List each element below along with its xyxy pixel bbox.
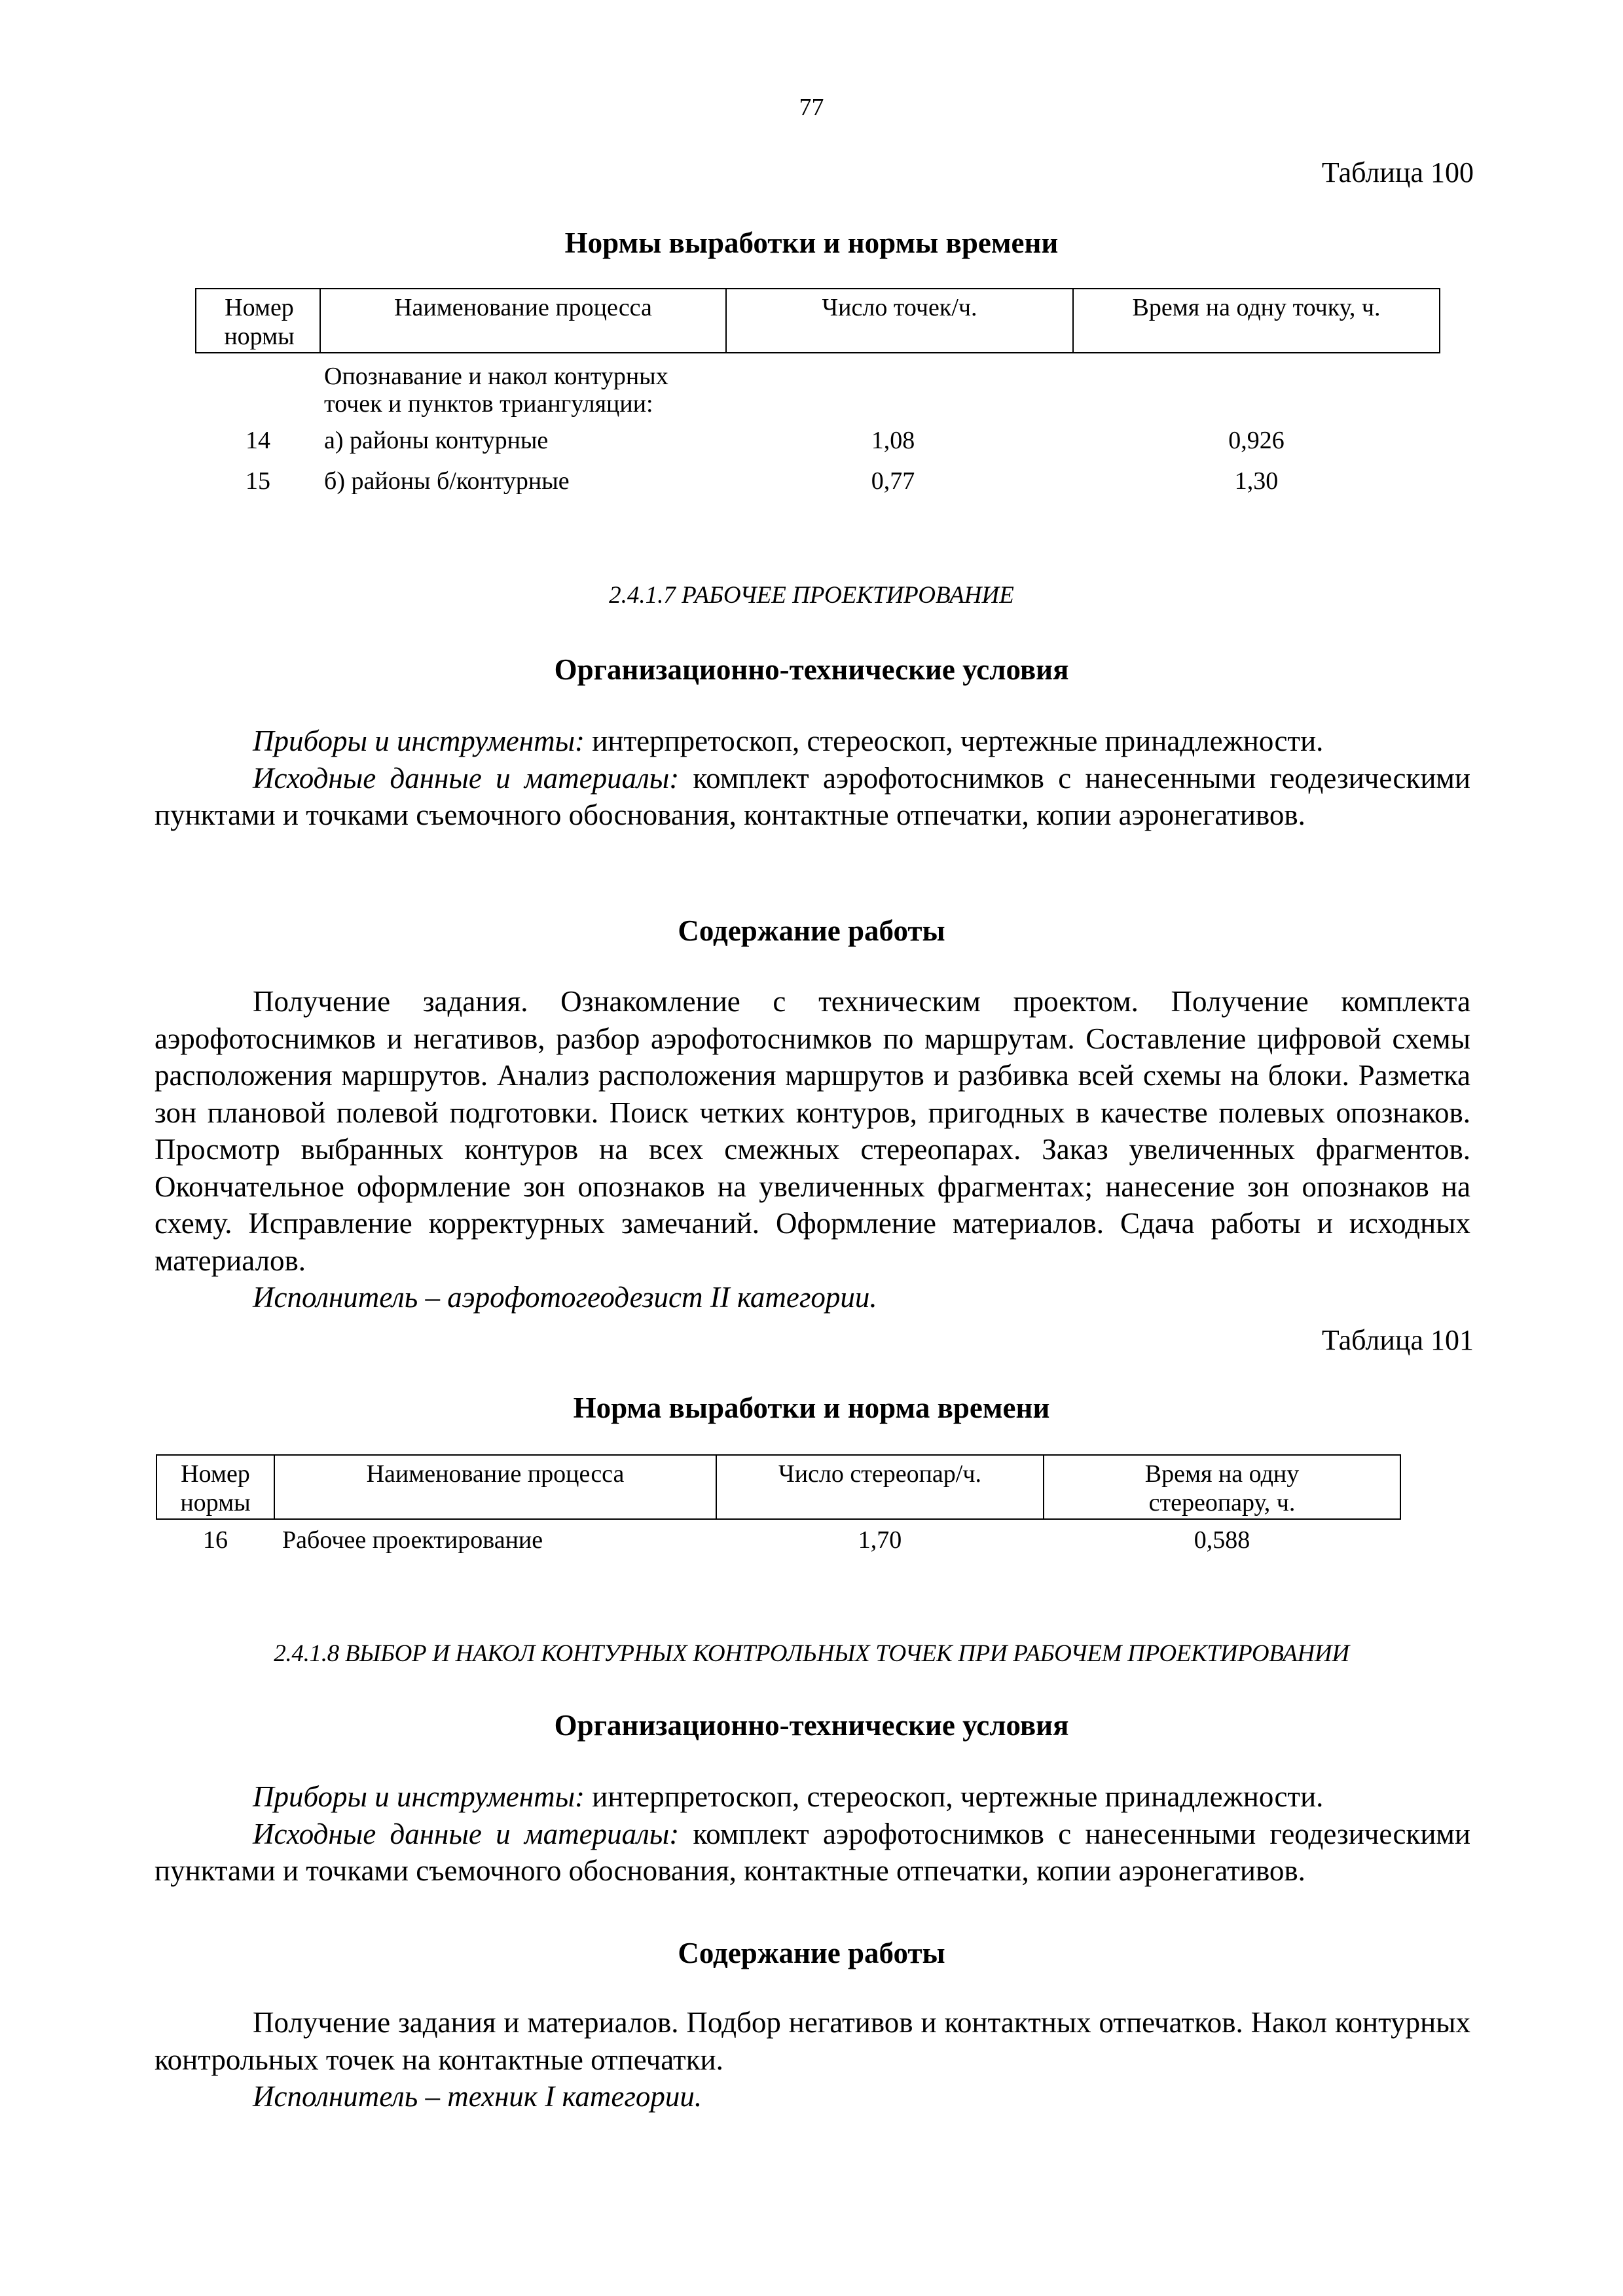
table-100-title: Нормы выработки и нормы времени [564, 226, 1059, 259]
table-100-row-time: 0,926 [1228, 427, 1285, 454]
section-2418-conditions-heading: Организационно-технические условия [554, 1709, 1069, 1742]
table-101-header-process: Наименование процесса [274, 1455, 716, 1519]
table-101-row-process: Рабочее проектирование [282, 1526, 543, 1554]
table-100-header-number: Номер нормы [196, 289, 320, 353]
table-100-group-label: Опознавание и накол контурных точек и пунктов триангуляции: [324, 363, 668, 418]
section-2417-materials-text: комплект аэрофотоснимков с нанесенными геодезическими пунктами и точками съемочного обоснования, контактные отпечатки, копии аэронегативов. [155, 761, 1470, 831]
section-2418-content-text: Получение задания и материалов. Подбор негативов и контактных отпечатков. Накол контурных контрольных точек на контактные отпечатки. [155, 2006, 1470, 2076]
table-100-header-process: Наименование процесса [320, 289, 726, 353]
section-2418-content-heading: Содержание работы [678, 1937, 945, 1969]
section-2417-materials [155, 760, 1470, 834]
table-100-header-row [196, 289, 1440, 353]
table-100-row-number: 15 [246, 467, 270, 495]
table-101-row-number: 16 [203, 1526, 228, 1554]
table-101-caption: Таблица 101 [1321, 1324, 1474, 1356]
table-100-caption: Таблица 100 [1321, 156, 1474, 188]
table-100-row-process: а) районы контурные [324, 427, 549, 454]
table-101-header-row [156, 1455, 1400, 1519]
table-100-header-time: Время на одну точку, ч. [1073, 289, 1440, 353]
section-2418-conditions [155, 1778, 1470, 1890]
table-101-row-rate: 1,70 [858, 1526, 902, 1554]
section-2417-tools-text: интерпретоскоп, стереоскоп, чертежные принадлежности. [585, 725, 1324, 757]
table-100-row-rate: 0,77 [871, 467, 915, 495]
section-2418-materials-text: комплект аэрофотоснимков с нанесенными геодезическими пунктами и точками съемочного обоснования, контактные отпечатки, копии аэронегативов. [155, 1817, 1470, 1887]
table-row [196, 353, 1440, 427]
table-100-row-rate: 1,08 [871, 427, 915, 454]
section-2417-tools-label: Приборы и инструменты: [253, 725, 585, 757]
section-2418-executor: Исполнитель – техник I категории. [253, 2080, 702, 2113]
section-2418-title: 2.4.1.8 ВЫБОР И НАКОЛ КОНТУРНЫХ КОНТРОЛЬНЫХ ТОЧЕК ПРИ РАБОЧЕМ ПРОЕКТИРОВАНИИ [274, 1640, 1349, 1667]
table-100-row-time: 1,30 [1234, 467, 1279, 495]
section-2417-conditions-heading: Организационно-технические условия [554, 653, 1069, 686]
table-101-title: Норма выработки и норма времени [573, 1391, 1050, 1424]
section-2417-title: 2.4.1.7 РАБОЧЕЕ ПРОЕКТИРОВАНИЕ [609, 582, 1014, 609]
table-100-row-number: 14 [246, 427, 270, 454]
table-row [156, 1519, 1400, 1554]
section-2418-tools-label: Приборы и инструменты: [253, 1780, 585, 1813]
section-2418-tools [155, 1778, 1470, 1816]
section-2417-executor: Исполнитель – аэрофотогеодезист II категории. [253, 1281, 877, 1314]
table-101-header-rate: Число стереопар/ч. [716, 1455, 1044, 1519]
page-number: 77 [799, 94, 824, 121]
section-2417-conditions [155, 723, 1470, 834]
section-2418-tools-text: интерпретоскоп, стереоскоп, чертежные принадлежности. [585, 1780, 1324, 1813]
section-2418-materials-label: Исходные данные и материалы: [253, 1817, 680, 1850]
table-101-header-time: Время на одну стереопару, ч. [1044, 1455, 1400, 1519]
section-2417-content-heading: Содержание работы [678, 914, 945, 947]
table-101 [156, 1454, 1401, 1554]
section-2418-materials [155, 1816, 1470, 1890]
section-2417-tools [155, 723, 1470, 760]
table-row [196, 427, 1440, 454]
section-2417-materials-label: Исходные данные и материалы: [253, 761, 680, 795]
table-101-row-time: 0,588 [1194, 1526, 1250, 1554]
table-100-header-rate: Число точек/ч. [726, 289, 1073, 353]
table-101-header-number: Номер нормы [156, 1455, 274, 1519]
table-100-row-process: б) районы б/контурные [324, 467, 570, 495]
table-100 [195, 288, 1440, 495]
section-2417-content [155, 983, 1470, 1316]
section-2418-content [155, 2004, 1470, 2115]
table-row [196, 454, 1440, 495]
section-2417-content-text: Получение задания. Ознакомление с техническим проектом. Получение комплекта аэрофотоснимков и негативов, разбор аэрофотоснимков по маршрутам. Составление цифровой схемы расположения маршрутов. Анализ расположения маршрутов и разбивка всей схемы на блоки. Разметка зон плановой полевой подготовки. Поиск четких контуров, пригодных в качестве полевых опознаков. Просмотр выбранных контуров на всех смежных стереопарах. Заказ увеличенных фрагментов. Окончательное оформление зон опознаков на увеличенных фрагментах; нанесение зон опознаков на схему. Исправление корректурных замечаний. Оформление материалов. Сдача работы и исходных материалов. [155, 985, 1470, 1277]
